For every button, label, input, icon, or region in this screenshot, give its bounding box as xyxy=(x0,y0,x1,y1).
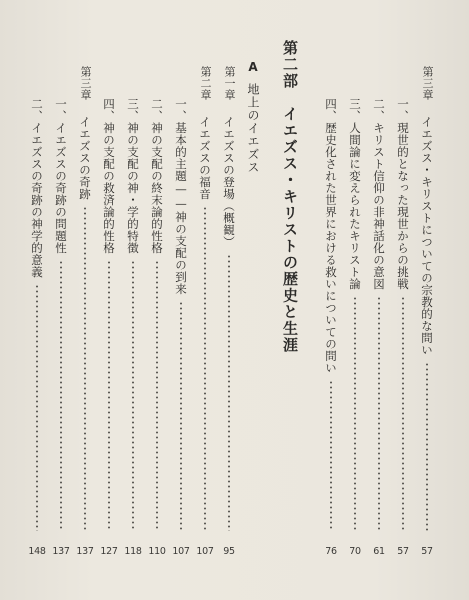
toc-entry-number: 一、 xyxy=(396,98,410,122)
section-title: 地上のイエズス xyxy=(246,83,260,174)
page-number: 76 xyxy=(325,546,337,557)
section-heading xyxy=(246,60,260,174)
leader-dots xyxy=(156,260,158,531)
page-number: 127 xyxy=(100,546,118,557)
toc-entry-chapter3[interactable] xyxy=(78,116,92,537)
toc-entry-item-4[interactable] xyxy=(324,98,338,537)
toc-entry-title: 神の支配の終末論的性格 xyxy=(150,122,164,254)
page-number: 148 xyxy=(28,546,46,557)
page-number: 57 xyxy=(421,546,433,557)
section-letter: A xyxy=(246,60,260,75)
toc-entry-number: 二、 xyxy=(372,98,386,122)
toc-entry-number: 四、 xyxy=(324,98,338,122)
toc-entry-ch2-item-4[interactable] xyxy=(102,98,116,537)
toc-entry-ch3-item-1[interactable] xyxy=(54,98,68,537)
toc-entry-title: イエズスの奇跡の神学的意義 xyxy=(30,122,44,278)
toc-entry-ch2-item-1[interactable] xyxy=(174,98,188,537)
toc-entry-ch2-item-2[interactable] xyxy=(150,98,164,537)
leader-dots xyxy=(132,260,134,531)
toc-entry-title: キリスト信仰の非神話化の意図 xyxy=(372,122,386,290)
leader-dots xyxy=(204,206,206,531)
toc-entry-number: 四、 xyxy=(102,98,116,122)
page-number: 118 xyxy=(124,546,142,557)
chapter-heading-2: 第二章 xyxy=(199,66,212,101)
page-number: 137 xyxy=(52,546,70,557)
toc-entry-title: 神の支配の神・学的特徴 xyxy=(126,122,140,254)
toc-entry-title: イエズスの登場（概観） xyxy=(222,116,236,248)
toc-entry-number: 一、 xyxy=(174,98,188,122)
page-number: 57 xyxy=(397,546,409,557)
toc-entry-title: 人間論に変えられたキリスト論 xyxy=(348,122,362,290)
leader-dots xyxy=(180,301,182,531)
toc-entry-chapter3-right[interactable] xyxy=(420,116,434,537)
part-title: 第二部 イエズス・キリストの歴史と生涯 xyxy=(281,40,299,354)
toc-entry-item-3[interactable] xyxy=(348,98,362,537)
chapter-heading-1: 第一章 xyxy=(223,66,236,101)
toc-entry-number: 二、 xyxy=(30,98,44,122)
leader-dots xyxy=(378,296,380,531)
chapter-heading-3-right: 第三章 xyxy=(421,66,434,101)
leader-dots xyxy=(60,260,62,531)
toc-entry-title: 歴史化された世界における救いについての問い xyxy=(324,122,338,374)
toc-entry-title: 基本的主題——神の支配の到来 xyxy=(174,122,188,295)
toc-entry-title: イエズスの福音 xyxy=(198,116,212,200)
toc-entry-chapter2[interactable] xyxy=(198,116,212,537)
toc-entry-title: イエズス・キリストについての宗教的な問い xyxy=(420,116,434,356)
toc-entry-item-2[interactable] xyxy=(372,98,386,537)
toc-entry-number: 三、 xyxy=(126,98,140,122)
toc-entry-item-1[interactable] xyxy=(396,98,410,537)
toc-entry-title: 現世的となった現世からの挑戦 xyxy=(396,122,410,290)
page-number: 107 xyxy=(196,546,214,557)
toc-entry-ch2-item-3[interactable] xyxy=(126,98,140,537)
toc-entry-number: 二、 xyxy=(150,98,164,122)
leader-dots xyxy=(330,380,332,531)
toc-entry-title: 神の支配の救済論的性格 xyxy=(102,122,116,254)
page-number: 137 xyxy=(76,546,94,557)
leader-dots xyxy=(36,284,38,531)
page-number: 61 xyxy=(373,546,385,557)
page-number: 95 xyxy=(223,546,235,557)
leader-dots xyxy=(426,362,428,531)
page-number: 107 xyxy=(172,546,190,557)
toc-entry-chapter1[interactable] xyxy=(222,116,236,537)
toc-entry-title: イエズスの奇跡の問題性 xyxy=(54,122,68,254)
toc-entry-ch3-item-2[interactable] xyxy=(30,98,44,537)
toc-entry-title: イエズスの奇跡 xyxy=(78,116,92,200)
chapter-heading-3: 第三章 xyxy=(79,66,92,101)
leader-dots xyxy=(402,296,404,531)
toc-entry-number: 一、 xyxy=(54,98,68,122)
leader-dots xyxy=(108,260,110,531)
leader-dots xyxy=(228,254,230,531)
page-number: 110 xyxy=(148,546,166,557)
toc-entry-number: 三、 xyxy=(348,98,362,122)
page-number: 70 xyxy=(349,546,361,557)
leader-dots xyxy=(354,296,356,531)
leader-dots xyxy=(84,206,86,531)
